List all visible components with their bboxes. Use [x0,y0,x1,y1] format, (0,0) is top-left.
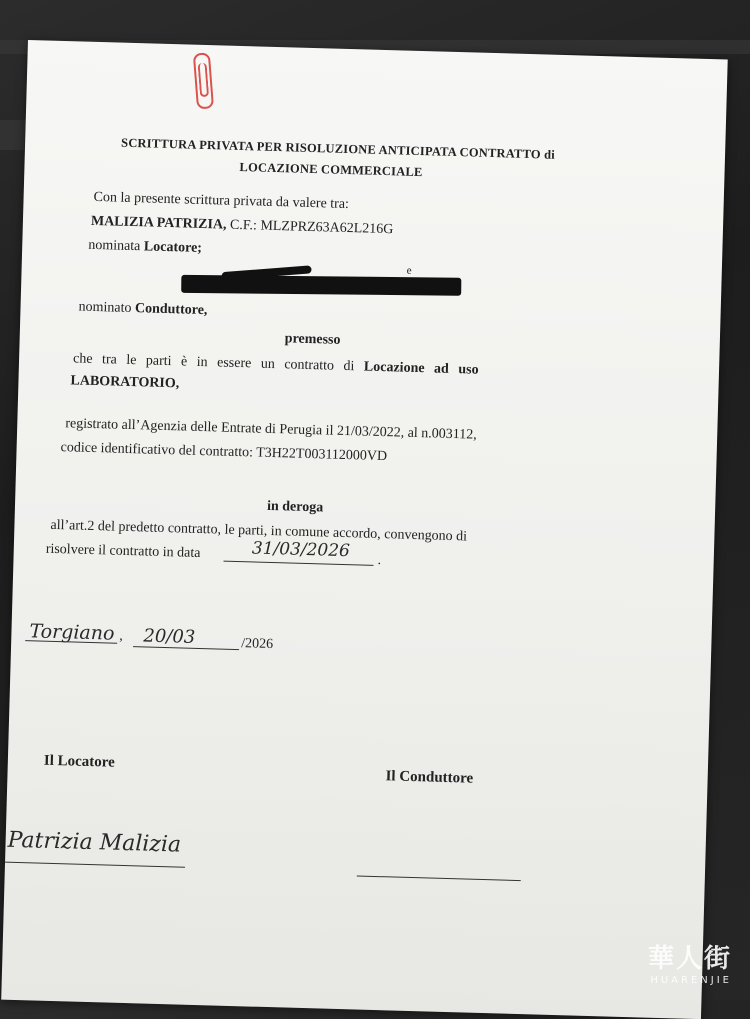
redacted-suffix: e [406,264,412,277]
paragraph-3-line-2 [46,542,201,562]
title-line-2: LOCAZIONE COMMERCIALE [239,159,423,180]
watermark-logo: 華人街 [647,944,732,974]
termination-date-handwritten: 31/03/2026 [251,538,351,562]
paragraph-1-c: LABORATORIO, [70,373,180,392]
conduttore-signature-line [357,876,521,882]
locatore-signature-label: Il Locatore [43,752,116,771]
locatore-line [91,214,394,238]
paragraph-1-b: Locazione ad uso [363,359,479,378]
locatore-cf: C.F.: MLZPRZ63A62L216G [229,217,394,238]
site-watermark [648,938,732,986]
paragraph-3-line-1: all’art.2 del predetto contratto, le parti, in comune accordo, convengono di [50,517,468,545]
paragraph-1-a: che tra le parti è in essere un contratto di [72,351,355,375]
conduttore-label: Conduttore, [134,301,208,319]
nominato-text: nominato [78,299,132,316]
year-text: /2026 [241,636,274,653]
watermark-subtext: HUARENJIE [650,975,732,986]
comma-mark: , [119,628,124,644]
locatore-signature-handwritten: Patrizia Malizia [7,827,182,858]
in-deroga-heading: in deroga [266,498,324,516]
conduttore-signature-label: Il Conduttore [385,768,474,787]
day-handwritten: 20/03 [143,625,196,648]
paragraph-2-line-2: codice identificativo del contratto: T3H22T003112000VD [60,440,388,465]
day-line [133,646,239,650]
locatore-signature-line [5,862,185,868]
locatore-label: Locatore; [143,239,203,256]
period-mark: . [377,552,382,569]
termination-date-line [224,561,374,566]
paragraph-3-b: risolvere il contratto in data [45,541,201,562]
conduttore-role-line [78,300,207,320]
paperclip-icon [193,52,214,109]
locatore-role-line [88,238,202,257]
document-sheet [1,40,728,1019]
place-handwritten: Torgiano [29,620,115,645]
locatore-name: MALIZIA PATRIZIA, [90,213,227,233]
redaction-mark [181,275,461,296]
title-line-1: SCRITTURA PRIVATA PER RISOLUZIONE ANTICIPATA CONTRATTO di [120,135,556,162]
intro-text: Con la presente scrittura privata da valere tra: [93,189,350,213]
paragraph-2-line-1: registrato all’Agenzia delle Entrate di Perugia il 21/03/2022, al n.003112, [65,416,477,443]
nominata-text: nominata [88,237,141,255]
premesso-heading: premesso [284,331,341,348]
